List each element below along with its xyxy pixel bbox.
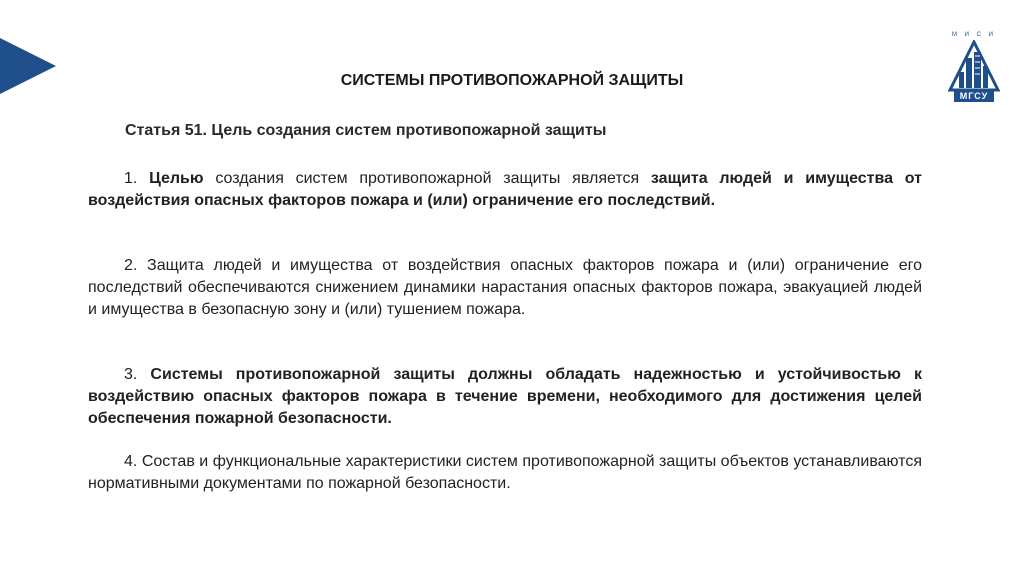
page-title: СИСТЕМЫ ПРОТИВОПОЖАРНОЙ ЗАЩИТЫ [340, 72, 684, 89]
paragraph-4: 4. Состав и функциональные характеристики систем противопожарной защиты объектов устанавливаются нормативными документами по пожарной безопасности. [88, 453, 922, 492]
paragraph-3-bold-text: Системы противопожарной защиты должны обладать надежностью и устойчивостью к воздействию опасных факторов пожара в течение времени, необходимого для достижения целей обеспечения пожарной безопасности. [88, 366, 923, 427]
article-title: Статья 51. Цель создания систем противопожарной защиты [125, 122, 607, 139]
logo-bottom-text: МГСУ [954, 90, 994, 102]
logo-top-text: М И С И [952, 32, 996, 38]
paragraph-1-bold-start: Целью [149, 170, 204, 187]
paragraph-1-text: создания систем противопожарной защиты является [203, 170, 651, 187]
paragraph-2: 2. Защита людей и имущества от воздействия опасных факторов пожара и (или) ограничение его последствий обеспечиваются снижением динамики нарастания опасных факторов пожара, эвакуацией людей и имущества в безопасную зону и (или) тушением пожара. [88, 257, 922, 318]
paragraph-3-number: 3. [124, 366, 151, 383]
paragraph-1 [88, 168, 922, 212]
paragraph-1-bold-end: защита людей и имущества от воздействия опасных факторов пожара и (или) ограничение его последствий. [88, 170, 923, 209]
paragraph-3 [88, 364, 922, 430]
mgsu-logo [946, 32, 1002, 104]
paragraph-1-number: 1. [124, 170, 150, 187]
